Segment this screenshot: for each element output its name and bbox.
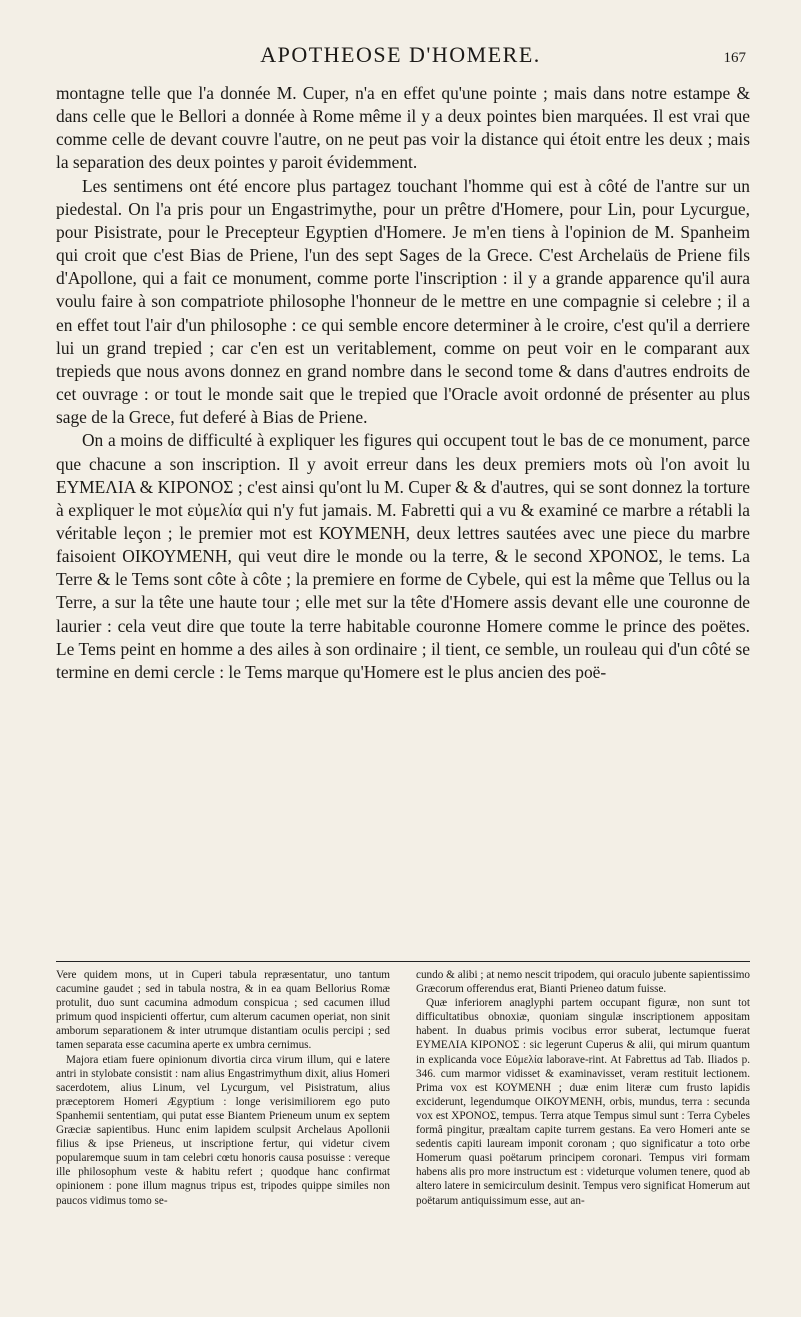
- footnote-paragraph: cundo & alibi ; at nemo nescit tripodem, qui oraculo jubente sapientissimo Græcorum offerendus erat, Bianti Prieneo datum fuisse.: [416, 969, 750, 996]
- paragraph-sentiments: Les sentimens ont été encore plus partagez touchant l'homme qui est à côté de l'antre sur un piedestal. On l'a pris pour un Engastrimythe, pour un prêtre d'Homere, pour Lin, pour Lycurgue, pour Pisistrate, pour le Precepteur Egyptien d'Homere. Je m'en tiens à l'opinion de M. Spanheim qui croit que c'est Bias de Priene, l'un des sept Sages de la Grece. C'est Archelaüs de Priene fils d'Apollone, qui a fait ce monument, comme porte l'inscription : il y a grande apparence qu'il aura voulu faire à son compatriote philosophe l'honneur de le mettre en une compagnie si celebre ; il a en effet tout l'air d'un philosophe : ce qui semble encore determiner à le croire, c'est qu'il a derriere lui un grand trepied ; car c'en est un veritablement, comme on peut voir en le comparant aux trepieds que nous avons donnez en grand nombre dans le second tome & dans d'autres endroits de cet ouvrage : or tout le monde sait que le trepied que l'Oracle avoit ordonné de présenter au plus sage de la Grece, fut deferé à Bias de Priene.: [56, 175, 750, 428]
- footnote-paragraph: Majora etiam fuere opinionum divortia circa virum illum, qui e latere antri in stylobate consistit : nam alius Engastrimythum dixit, alius Homeri sacerdotem, alius Linum, vel Lycurgum, vel Pisistratum, alius præceptorem Homeri Ægyptium : longe verisimiliorem ego puto Spanhemii sententiam, qui putat esse Biantem Prieneum unum ex septem Græciæ sapientibus. Hunc enim lapidem sculpsit Archelaus Apollonii filius & ipse Prieneus, ut inscriptione fertur, qui videtur civem popularemque suum in tam celebri cœtu honoris causa posuisse : vereque ille philosophum veste & habitu refert ; quodque hanc confirmat opinionem : pone illum magnus tripus est, tripodes quippe similes non paucos vidimus tomo se-: [56, 1053, 390, 1207]
- running-title: APOTHEOSE D'HOMERE.: [260, 42, 541, 67]
- paragraph-figures: On a moins de difficulté à expliquer les figures qui occupent tout le bas de ce monument, parce que chacune a son inscription. Il y avoit erreur dans les deux premiers mots où l'on avoit lu ΕΥΜΕΛΙΑ & ΚΙΡΟΝΟΣ ; c'est ainsi qu'ont lu M. Cuper & & d'autres, qui se sont donnez la torture à expliquer le mot εὐμελία qui n'y fut jamais. M. Fabretti qui a vu & examiné ce marbre a rétabli la véritable leçon ; le premier mot est ΚΟΥΜΕΝΗ, deux lettres sautées avec une piece du marbre faisoient ΟΙΚΟΥΜΕΝΗ, qui veut dire le monde ou la terre, & le second ΧΡΟΝΟΣ, le tems. La Terre & le Tems sont côte à côte ; la premiere en forme de Cybele, qui est la même que Tellus ou la Terre, a sur la tête une haute tour ; elle met sur la tête d'Homere assis devant elle une couronne de laurier : cela veut dire que toute la terre habitable couronne Homere comme le prince des poëtes. Le Tems peint en homme a des ailes à son ordinaire ; il tient, ce semble, un rouleau qui d'un côté se termine en demi cercle : le Tems marque qu'Homere est le plus ancien des poë-: [56, 430, 750, 682]
- footnote-paragraph: Quæ inferiorem anaglyphi partem occupant figuræ, non sunt tot difficultatibus obnoxiæ, quoniam singulæ inscriptionem appositam habent. In duabus primis vocibus error suberat, lectumque fuerat ΕΥΜΕΛΙΑ ΚΙΡΟΝΟΣ : sic legerunt Cuperus & alii, qui mirum quantum in explicanda voce Εὐμελία laborave-rint. At Fabrettus ad Tab. Iliados p. 346. cum marmor vidisset & examinavisset, veram restituit lectionem. Prima vox est ΚΟΥΜΕΝΗ ; duæ enim literæ cum frusto lapidis exciderunt, legendumque ΟΙΚΟΥΜΕΝΗ, orbis, mundus, terra : secunda vox est ΧΡΟΝΟΣ, tempus. Terra atque Tempus simul sunt : Terra Cybeles formâ pingitur, præaltam capite turrem gestans. Ea vero Homeri ante se sedentis capiti lauream imponit coronam ; quo significatur a toto orbe Homerum quasi poëtarum principem coronari. Tempus viri formam habens alis pro more instructum est : videturque volumen tenere, quod ab altero latere in semicirculum desinit. Tempus vero significat Homerum aut poëtarum antiquissimum esse, aut an-: [416, 997, 750, 1207]
- footnote-divider: [56, 961, 750, 962]
- footnote-column-right: [416, 968, 750, 1208]
- latin-footnotes: [56, 968, 750, 1208]
- paragraph-continued: montagne telle que l'a donnée M. Cuper, n'a en effet qu'une pointe ; mais dans notre estampe & dans celle que le Bellori a donnée à Rome même il y a deux pointes bien marquées. Il est vrai que comme celle de devant couvre l'autre, on ne peut pas voir la distance qui étoit entre les deux ; mais la separation des deux pointes y paroit évidemment.: [56, 83, 750, 173]
- footnote-column-left: [56, 968, 390, 1208]
- page-number: 167: [723, 50, 746, 66]
- main-text: [56, 82, 750, 684]
- running-head: [55, 42, 746, 82]
- footnote-paragraph: Vere quidem mons, ut in Cuperi tabula repræsentatur, uno tantum cacumine gaudet ; sed in tabula nostra, & in ea quam Bellorius Romæ protulit, duo sunt cacumina admodum conspicua ; sed cacumen illud primum quod inspicienti offertur, cum alterum cacumen operiat, non sinit amborum separationem & inter utrumque distantiam oculis percipi ; sed tamen separata esse cacumina aperte ex umbra cernimus.: [56, 969, 390, 1052]
